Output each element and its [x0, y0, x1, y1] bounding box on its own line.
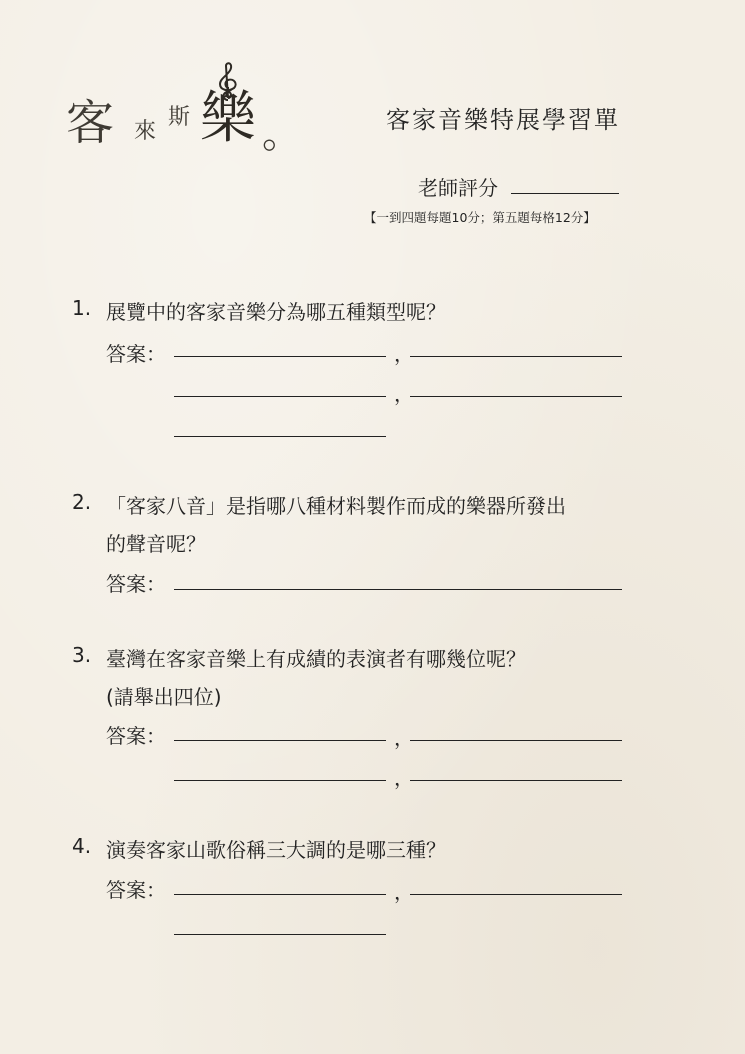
worksheet-title: 客家音樂特展學習單: [386, 106, 620, 134]
question-1-answer-blank[interactable]: [174, 396, 386, 397]
question-1-answer-blank[interactable]: [174, 436, 386, 437]
question-1-comma: ，: [394, 382, 414, 406]
question-3-text: 臺灣在客家音樂上有成績的表演者有哪幾位呢？: [106, 647, 526, 671]
question-3-comma: ，: [394, 766, 414, 790]
question-3-answer-blank[interactable]: [174, 780, 386, 781]
question-4-comma: ，: [394, 880, 414, 904]
question-4-text: 演奏客家山歌俗稱三大調的是哪三種？: [106, 838, 446, 862]
question-4-answer-blank[interactable]: [410, 894, 622, 895]
question-1-answer-blank[interactable]: [174, 356, 386, 357]
question-1-text: 展覽中的客家音樂分為哪五種類型呢？: [106, 300, 446, 324]
question-3-answer-blank[interactable]: [410, 780, 622, 781]
question-1-answer-blank[interactable]: [410, 356, 622, 357]
treble-clef-icon: [212, 62, 242, 102]
question-1-number: 1.: [72, 296, 92, 320]
question-3-note: (請舉出四位): [106, 685, 222, 709]
question-2-text: 「客家八音」是指哪八種材料製作而成的樂器所發出: [106, 494, 566, 518]
question-3-number: 3.: [72, 643, 92, 667]
question-2-number: 2.: [72, 490, 92, 514]
scoring-note: 【一到四題每題10分；第五題每格12分】: [364, 210, 596, 225]
question-1-answer-blank[interactable]: [410, 396, 622, 397]
question-4-number: 4.: [72, 834, 92, 858]
question-3-answer-blank[interactable]: [410, 740, 622, 741]
question-2-answer-label: 答案：: [106, 572, 166, 596]
question-4-answer-label: 答案：: [106, 878, 166, 902]
question-4-answer-blank[interactable]: [174, 934, 386, 935]
question-1-comma: ，: [394, 342, 414, 366]
question-3-comma: ，: [394, 726, 414, 750]
question-1-answer-label: 答案：: [106, 342, 166, 366]
exhibition-logo: [66, 62, 302, 157]
question-3-answer-blank[interactable]: [174, 740, 386, 741]
question-3-answer-label: 答案：: [106, 724, 166, 748]
question-4-answer-blank[interactable]: [174, 894, 386, 895]
logo-char-yue: 樂: [200, 86, 256, 151]
logo-char-period: 。: [262, 111, 302, 157]
logo-char-si: 斯: [168, 105, 191, 130]
question-2-text-continued: 的聲音呢？: [106, 532, 206, 556]
teacher-score-label: 老師評分: [418, 176, 498, 200]
question-2-answer-blank[interactable]: [174, 589, 622, 590]
logo-char-ke: 客: [66, 95, 115, 151]
logo-char-lai: 來: [134, 119, 157, 144]
teacher-score-blank[interactable]: [511, 193, 619, 194]
